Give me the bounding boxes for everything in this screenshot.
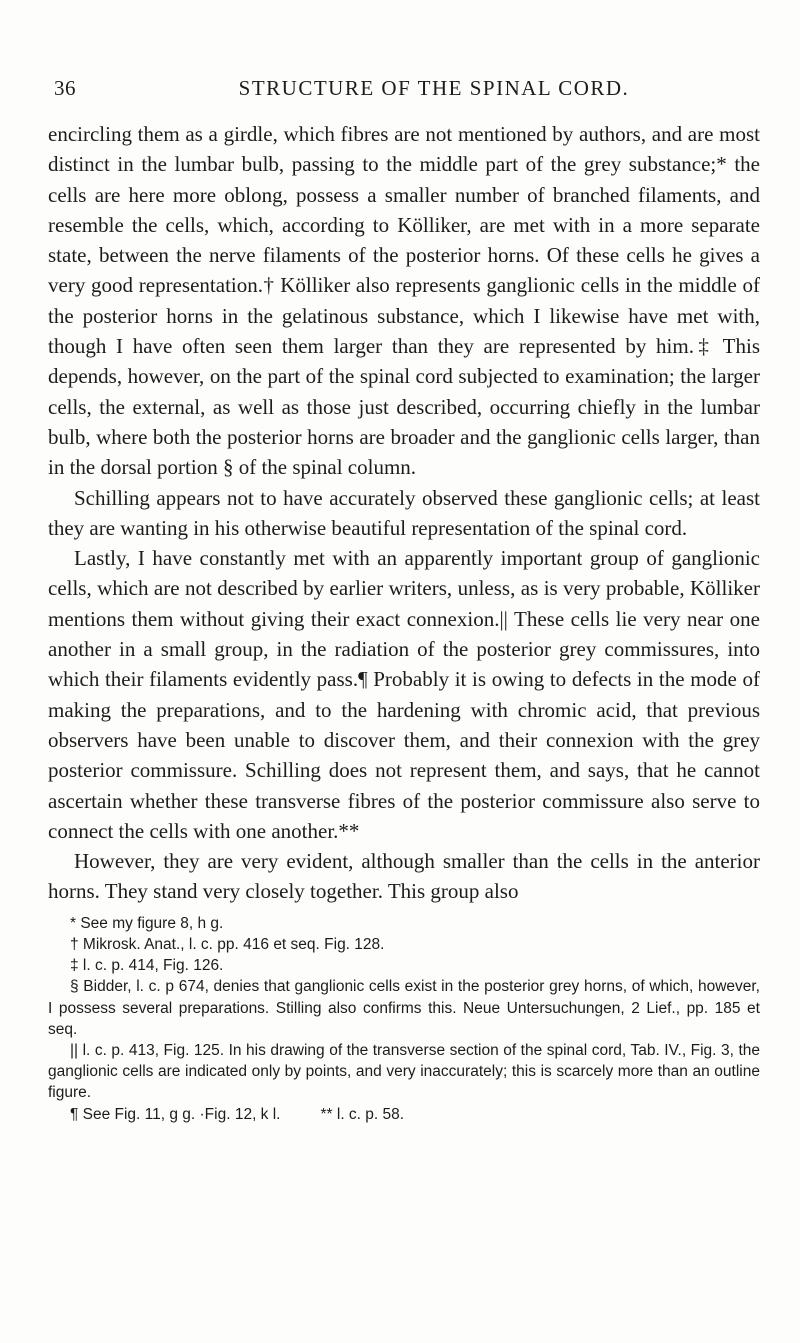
paragraph: Schilling appears not to have accurately observed these ganglionic cells; at least they are wanting in his otherwise beautiful representation of the spinal cord.	[48, 485, 760, 540]
footnote: || l. c. p. 413, Fig. 125. In his drawing of the transverse section of the spinal cord, Tab. IV., Fig. 3, the ganglionic cells are indicated only by points, and very inaccurately; this is scarcely more than an outline figure.	[48, 1041, 760, 1102]
running-head: STRUCTURE OF THE SPINAL CORD.	[238, 76, 630, 100]
footnote: ¶ See Fig. 11, g g. ·Fig. 12, k l.	[70, 1105, 281, 1123]
footnotes	[48, 913, 760, 1125]
footnote: ** l. c. p. 58.	[320, 1105, 405, 1123]
page-header	[48, 72, 760, 108]
footnote: ‡ l. c. p. 414, Fig. 126.	[70, 957, 224, 975]
footnote: † Mikrosk. Anat., l. c. pp. 416 et seq. Fig. 128.	[70, 935, 385, 953]
footnote-last	[48, 1104, 760, 1125]
footnote: * See my figure 8, h g.	[70, 914, 224, 932]
book-page	[48, 72, 760, 1125]
footnote: § Bidder, l. c. p 674, denies that ganglionic cells exist in the posterior grey horns, of which, however, I possess several preparations. Stilling also confirms this. Neue Untersuchungen, 2 Lief., pp. 185 et seq.	[48, 978, 760, 1038]
paragraph: However, they are very evident, although smaller than the cells in the anterior horns. They stand very closely together. This group also	[48, 849, 760, 904]
body-text	[48, 119, 760, 907]
paragraph: Lastly, I have constantly met with an apparently important group of ganglionic cells, which are not described by earlier writers, unless, as is very probable, Kölliker mentions them without giving their exact connexion.|| These cells lie very near one another in a small group, in the radiation of the posterior grey commissures, into which their filaments evidently pass.¶ Probably it is owing to defects in the mode of making the preparations, and to the hardening with chromic acid, that previous observers have been unable to discover them, and their connexion with the grey posterior commissure. Schilling does not represent them, and says, that he cannot ascertain whether these transverse fibres of the posterior commissure also serve to connect the cells with one another.**	[48, 546, 760, 843]
paragraph: encircling them as a girdle, which fibres are not mentioned by authors, and are most distinct in the lumbar bulb, passing to the middle part of the grey substance;* the cells are here more oblong, possess a smaller number of branched filaments, and resemble the cells, which, according to Kölliker, are met with in a more separate state, between the nerve filaments of the posterior horns. Of these cells he gives a very good representation.† Kölliker also represents ganglionic cells in the middle of the posterior horns in the gelatinous substance, which I likewise have met with, though I have often seen them larger than they are represented by him.‡ This depends, however, on the part of the spinal cord subjected to examination; the larger cells, the external, as well as those just described, occurring chiefly in the lumbar bulb, where both the posterior horns are broader and the ganglionic cells larger, than in the dorsal portion § of the spinal column.	[48, 122, 760, 480]
page-number: 36	[54, 76, 76, 100]
